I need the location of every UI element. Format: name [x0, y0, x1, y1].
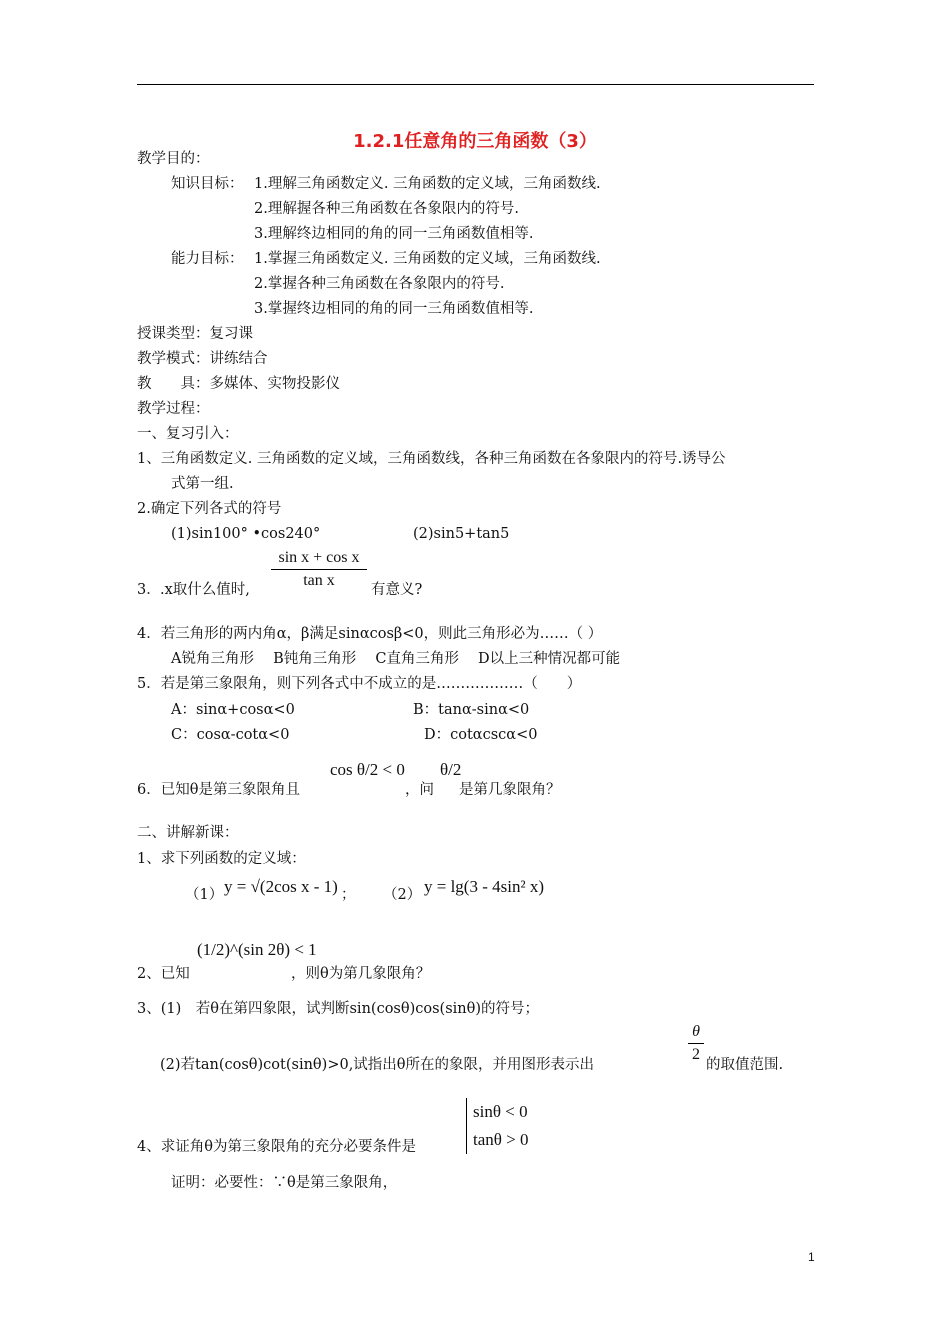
- q3-fraction-denominator: tan x: [303, 572, 335, 589]
- knowledge-label: 知识目标：: [171, 176, 244, 192]
- process-heading: 教学过程：: [137, 401, 210, 417]
- newlesson-q1: 1、求下列函数的定义域：: [137, 851, 306, 867]
- newlesson-q2-pre: 2、已知: [137, 966, 190, 982]
- knowledge-2: 2.理解握各种三角函数在各象限内的符号.: [254, 201, 519, 217]
- page-title: 1.2.1任意角的三角函数（3）: [353, 131, 597, 152]
- q3-half-theta: θ 2: [688, 1023, 704, 1064]
- q1-b-function: y = lg(3 - 4sin² x): [424, 877, 544, 896]
- q1-a-label: （1）: [185, 887, 224, 903]
- q2-condition-math: (1/2)^(sin 2θ) < 1: [197, 940, 317, 959]
- fraction-bar: [271, 569, 367, 570]
- ability-2: 2.掌握各种三角函数在各象限内的符号.: [254, 276, 505, 292]
- review-q6-pre: 6．已知θ是第三象限角且: [137, 782, 300, 798]
- teaching-tools: 教 具：多媒体、实物投影仪: [137, 376, 340, 392]
- review-q3-number: 3．: [137, 582, 161, 598]
- ability-1: 1.掌握三角函数定义. 三角函数的定义域，三角函数线.: [254, 251, 601, 267]
- review-q4: 4．若三角形的两内角α，β满足sinαcosβ<0，则此三角形必为……（ ）: [137, 626, 603, 642]
- q1-separator: ；: [341, 887, 356, 903]
- review-q2: 2.确定下列各式的符号: [137, 501, 282, 517]
- q1-b-label: （2）: [383, 887, 422, 903]
- review-q2-b: (2)sin5+tan5: [413, 526, 510, 542]
- ability-label: 能力目标：: [171, 251, 244, 267]
- page-number: 1: [808, 1250, 815, 1264]
- review-q5-c: C：cosα-cotα<0: [171, 727, 290, 743]
- review-q1-line2: 式第一组.: [171, 476, 234, 492]
- review-q4-options: A锐角三角形 B钝角三角形 C直角三角形 D以上三种情况都可能: [171, 651, 621, 667]
- review-heading: 一、复习引入：: [137, 426, 239, 442]
- review-q1-line1: 1、三角函数定义. 三角函数的定义域，三角函数线，各种三角函数在各象限内的符号.诱导公: [137, 451, 726, 467]
- knowledge-1: 1.理解三角函数定义. 三角函数的定义域，三角函数线.: [254, 176, 601, 192]
- review-q5: 5．若是第三象限角，则下列各式中不成立的是………………（ ）: [137, 676, 582, 692]
- lesson-type: 授课类型：复习课: [137, 326, 253, 342]
- review-q6-post: 是第几象限角？: [459, 782, 561, 798]
- newlesson-q4-pre: 4、求证角θ为第三象限角的充分必要条件是: [137, 1139, 416, 1155]
- q4-condition-2: tanθ > 0: [473, 1130, 529, 1149]
- fraction-bar: [688, 1043, 704, 1044]
- review-q5-a: A：sinα+cosα<0: [171, 702, 295, 718]
- q1-a-function: y = √(2cos x - 1): [224, 877, 338, 896]
- ability-3: 3.掌握终边相同的角的同一三角函数值相等.: [254, 301, 534, 317]
- review-q6-mid: ，问: [405, 782, 434, 798]
- header-rule: [137, 84, 814, 85]
- knowledge-3: 3.理解终边相同的角的同一三角函数值相等.: [254, 226, 534, 242]
- newlesson-heading: 二、讲解新课：: [137, 825, 239, 841]
- q3-fraction-numerator: sin x + cos x: [278, 549, 360, 566]
- q6-half-angle: θ/2: [440, 760, 462, 779]
- goals-heading: 教学目的：: [137, 151, 210, 167]
- newlesson-q3-a: 3、(1) 若θ在第四象限，试判断sin(cosθ)cos(sinθ)的符号；: [137, 1001, 539, 1017]
- q4-condition-1: sinθ < 0: [473, 1102, 528, 1121]
- review-q3-post: 有意义?: [371, 582, 423, 598]
- teaching-mode: 教学模式：讲练结合: [137, 351, 268, 367]
- q4-condition-system: [466, 1098, 529, 1154]
- review-q5-d: D：cotαcscα<0: [424, 727, 538, 743]
- review-q3-pre: .x取什么值时,: [160, 582, 250, 598]
- newlesson-q2-post: ，则θ为第几象限角？: [291, 966, 431, 982]
- newlesson-q3-b-post: 的取值范围.: [706, 1057, 784, 1073]
- review-q5-b: B：tanα-sinα<0: [413, 702, 530, 718]
- review-q2-a: (1)sin100° •cos240°: [171, 526, 321, 542]
- newlesson-q3-b: (2)若tan(cosθ)cot(sinθ)>0,试指出θ所在的象限，并用图形表示出: [160, 1057, 595, 1073]
- q6-condition-math: cos θ/2 < 0: [330, 760, 405, 779]
- q3-fraction: [271, 549, 367, 590]
- proof-start: 证明：必要性：∵θ是第三象限角，: [171, 1175, 398, 1191]
